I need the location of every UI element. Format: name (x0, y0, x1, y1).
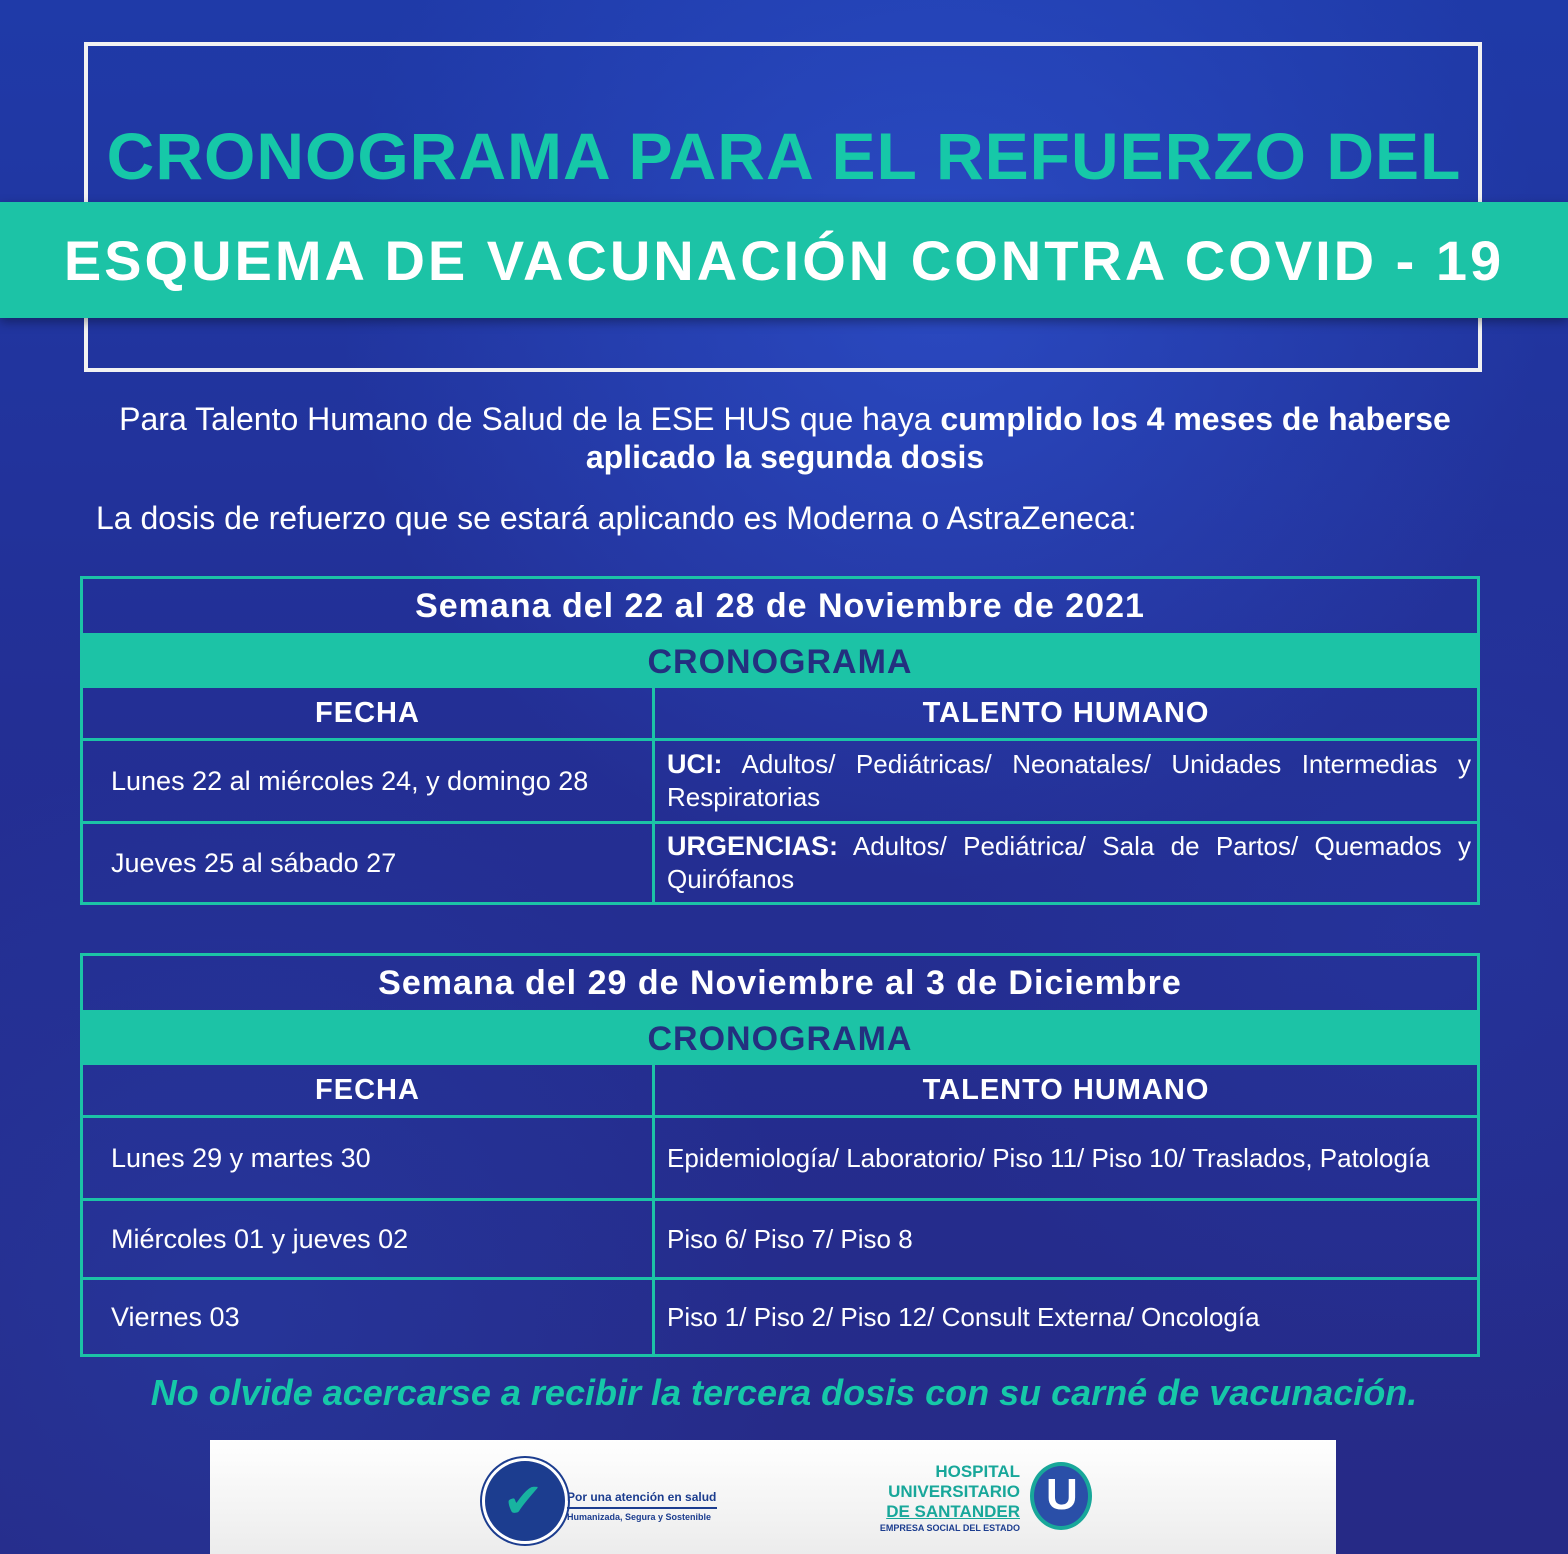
area-label: URGENCIAS: (667, 831, 839, 861)
checkmark-icon: ✔ (503, 1475, 544, 1528)
table-row (83, 1198, 1477, 1277)
talento-cell (655, 741, 1477, 821)
fecha-cell: Miércoles 01 y jueves 02 (83, 1201, 655, 1277)
area-detail: Adultos/ Pediátricas/ Neonatales/ Unidades Intermedias y Respiratorias (667, 749, 1471, 812)
table-row (83, 821, 1477, 902)
intro-bold: cumplido los 4 meses de haberse aplicado la segunda dosis (585, 401, 1451, 475)
hus-emblem-icon: U (1030, 1462, 1092, 1530)
reminder-text: No olvide acercarse a recibir la tercera dosis con su carné de vacunación. (150, 1372, 1418, 1413)
hus-line-3: DE SANTANDER (886, 1502, 1020, 1521)
week2-col-talento: TALENTO HUMANO (922, 1073, 1210, 1106)
week2-crono: CRONOGRAMA (83, 1013, 1477, 1065)
week1-header-row (83, 688, 1477, 738)
week1-table (80, 576, 1480, 905)
week2-col-fecha: FECHA (83, 1065, 655, 1115)
week1-crono: CRONOGRAMA (83, 636, 1477, 688)
table-row (83, 1277, 1477, 1354)
dosis-text: La dosis de refuerzo que se estará aplicando es Moderna o AstraZeneca: (96, 500, 1137, 536)
talento-cell (655, 824, 1477, 902)
week2-title: Semana del 29 de Noviembre al 3 de Diciembre (83, 956, 1477, 1013)
fecha-cell: Jueves 25 al sábado 27 (83, 824, 655, 902)
week1-col-fecha: FECHA (83, 688, 655, 738)
hus-line-4: EMPRESA SOCIAL DEL ESTADO (879, 1523, 1020, 1533)
talento-cell: Epidemiología/ Laboratorio/ Piso 11/ Piso 10/ Traslados, Patología (667, 1142, 1430, 1173)
hus-logo-text (878, 1462, 1020, 1534)
title-line-2: ESQUEMA DE VACUNACIÓN CONTRA COVID - 19 (63, 229, 1505, 292)
week2-header-row (83, 1065, 1477, 1115)
talento-cell: Piso 6/ Piso 7/ Piso 8 (667, 1223, 913, 1254)
week1-title: Semana del 22 al 28 de Noviembre de 2021 (83, 579, 1477, 636)
hus-line-2: UNIVERSITARIO (888, 1482, 1020, 1501)
hus-line-1: HOSPITAL (935, 1462, 1020, 1481)
table-row (83, 1115, 1477, 1198)
area-label: UCI: (667, 749, 723, 779)
slogan-line-2: Humanizada, Segura y Sostenible (567, 1512, 712, 1522)
title-line-1: CRONOGRAMA PARA EL REFUERZO DEL (106, 119, 1462, 193)
slogan-divider (567, 1507, 717, 1509)
hospital-seal-icon (482, 1458, 568, 1544)
fecha-cell: Lunes 22 al miércoles 24, y domingo 28 (83, 741, 655, 821)
fecha-cell: Lunes 29 y martes 30 (83, 1118, 655, 1198)
intro-text (80, 400, 1490, 476)
footer-bar (210, 1440, 1336, 1554)
intro-normal: Para Talento Humano de Salud de la ESE HUS que haya (119, 401, 941, 437)
week1-col-talento: TALENTO HUMANO (922, 696, 1210, 729)
fecha-cell: Viernes 03 (83, 1280, 655, 1354)
talento-cell: Piso 1/ Piso 2/ Piso 12/ Consult Externa/ Oncología (667, 1301, 1260, 1332)
slogan-line-1: Por una atención en salud (567, 1490, 717, 1504)
table-row (83, 738, 1477, 821)
area-detail: Adultos/ Pediátrica/ Sala de Partos/ Quemados y Quirófanos (667, 831, 1471, 894)
week2-table (80, 953, 1480, 1357)
